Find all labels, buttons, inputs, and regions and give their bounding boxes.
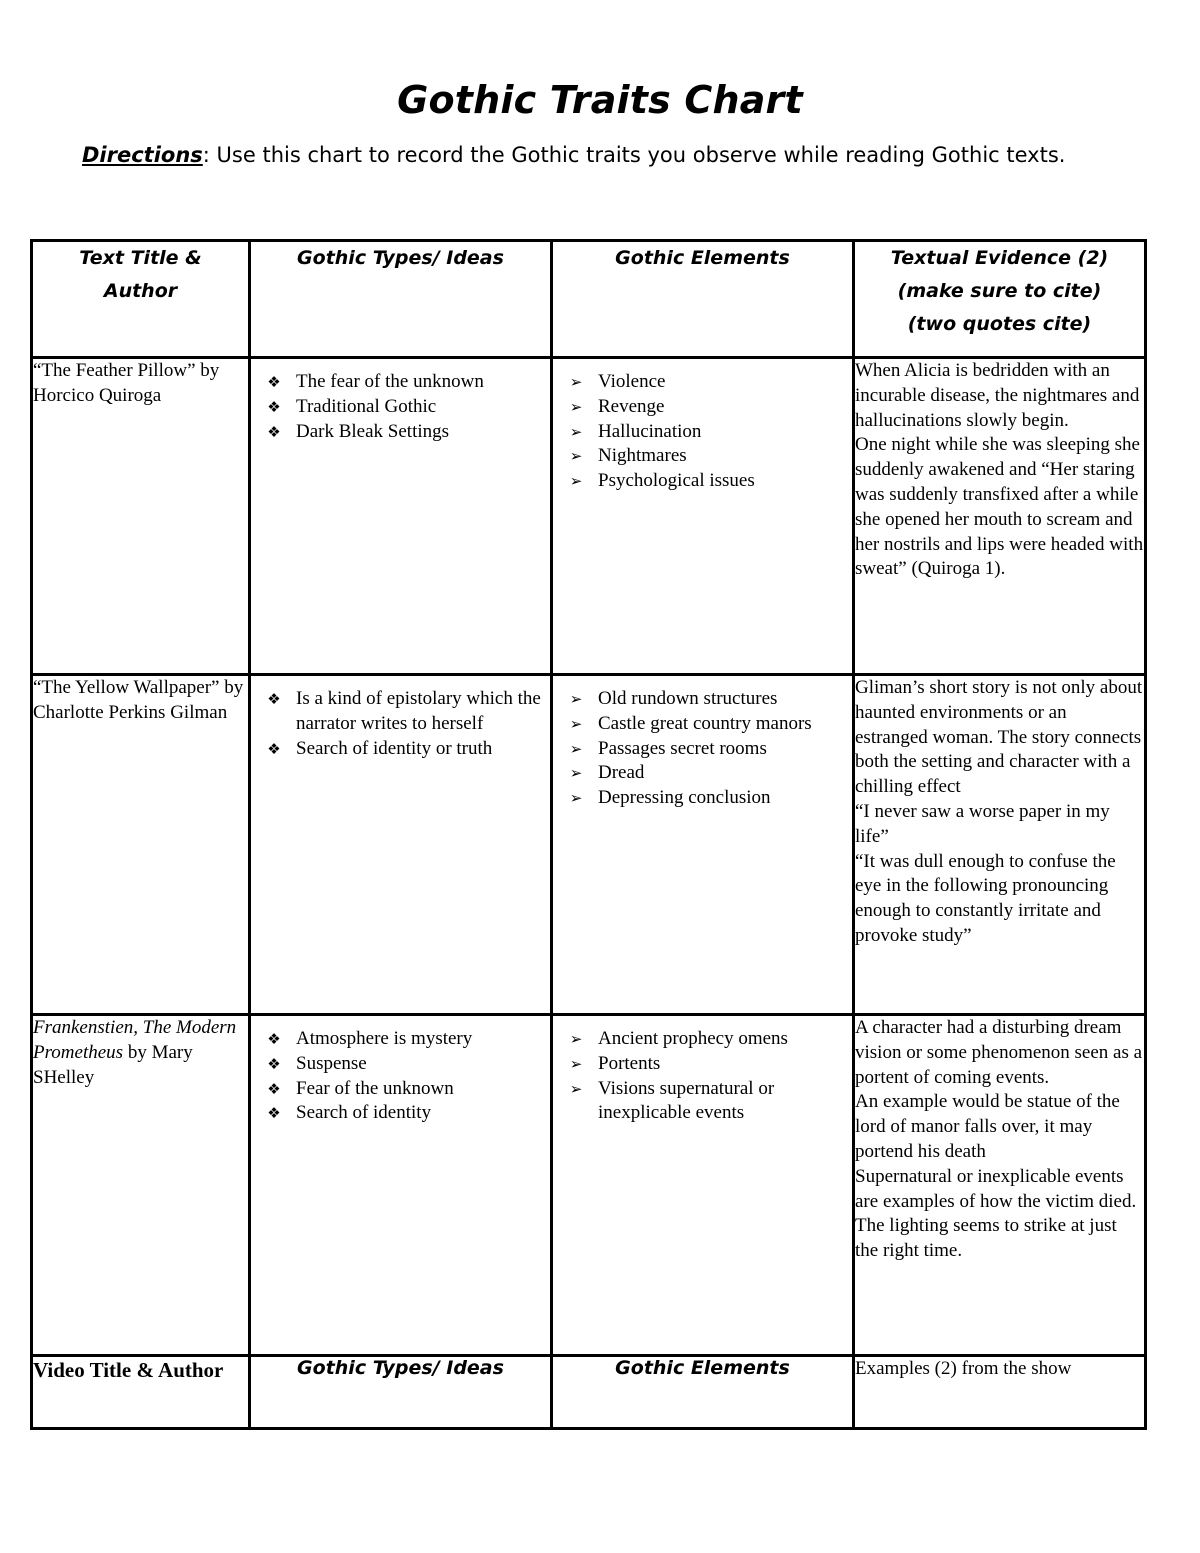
gothic-traits-table [30,239,1147,1430]
evidence-paragraph: Supernatural or inexplicable events are examples of how the victim died. The lighting seems to strike at just the right time. [855,1165,1137,1262]
list-item-text: Atmosphere is mystery [296,1028,473,1049]
arrow-bullet-icon: ➢ [569,422,583,441]
table-row [32,1015,1146,1356]
arrow-bullet-icon: ➢ [569,690,583,708]
list-item-text: Is a kind of epistolary which the narrator writes to herself [296,688,541,734]
arrow-bullet-icon: ➢ [569,1079,583,1098]
list-item [267,420,542,445]
diamond-bullet-icon: ❖ [267,1104,281,1123]
list-item-text: Violence [598,371,666,392]
list-item-text: Depressing conclusion [598,787,771,809]
header-line: (two quotes cite) [907,313,1092,335]
list-item [569,761,844,786]
video-row [32,1356,1146,1429]
gothic-types-list [251,359,550,444]
header-line: (make sure to cite) [897,280,1102,302]
list-item-text: Ancient prophecy omens [598,1028,788,1049]
gothic-elements-list [553,359,852,494]
directions [82,143,1072,168]
gothic-elements-cell [552,675,854,1015]
list-item [267,1101,542,1126]
evidence-paragraph: “I never saw a worse paper in my life” [855,800,1110,847]
textual-evidence-cell [854,358,1146,675]
evidence-paragraph: An example would be statue of the lord of manor falls over, it may portend his death [855,1091,1120,1162]
diamond-bullet-icon: ❖ [267,1054,281,1073]
header-text-title-author [32,241,250,358]
list-item [569,786,844,811]
gothic-types-list [251,1016,550,1126]
evidence-paragraph: When Alicia is bedridden with an incurable disease, the nightmares and hallucinations slowly begin. [855,360,1140,431]
list-item-text: Psychological issues [598,470,755,492]
list-item [569,1077,844,1127]
list-item-text: Search of identity or truth [296,737,493,759]
table-row [32,358,1146,675]
diamond-bullet-icon: ❖ [267,739,281,758]
list-item [267,1052,542,1077]
diamond-bullet-icon: ❖ [267,1079,281,1098]
list-item [569,1052,844,1077]
arrow-bullet-icon: ➢ [569,714,583,733]
title-author: by Mary SHelley [33,1041,193,1088]
list-item [267,395,542,420]
diamond-bullet-icon: ❖ [267,422,281,441]
text-title-cell: “The Feather Pillow” by Horcico Quiroga [32,358,250,675]
video-gothic-types-cell: Gothic Types/ Ideas [250,1356,552,1429]
evidence-paragraph: A character had a disturbing dream vision or some phenomenon seen as a portent of coming events. [855,1017,1143,1088]
header-gothic-types: Gothic Types/ Ideas [250,241,552,358]
list-item [267,370,542,395]
diamond-bullet-icon: ❖ [267,690,281,708]
list-item [569,370,844,395]
list-item [569,1027,844,1052]
directions-text: : Use this chart to record the Gothic traits you observe while reading Gothic texts. [202,143,1066,167]
evidence-paragraph: One night while she was sleeping she suddenly awakened and “Her staring was suddenly transfixed after a while she opened her mouth to scream and her nostrils and lips were headed with sweat” (Quiroga 1). [855,434,1144,580]
video-examples-cell: Examples (2) from the show [854,1356,1146,1429]
table-row [32,675,1146,1015]
list-item-text: Fear of the unknown [296,1077,454,1099]
header-textual-evidence [854,241,1146,358]
arrow-bullet-icon: ➢ [569,764,583,783]
textual-evidence-cell [854,675,1146,1015]
gothic-elements-list [553,1016,852,1126]
list-item [569,395,844,420]
list-item-text: Suspense [296,1052,367,1074]
video-title-cell: Video Title & Author [32,1356,250,1429]
gothic-elements-cell [552,358,854,675]
diamond-bullet-icon: ❖ [267,1030,281,1048]
arrow-bullet-icon: ➢ [569,472,583,491]
list-item-text: Revenge [598,395,665,417]
list-item-text: Castle great country manors [598,712,812,734]
gothic-types-cell [250,1015,552,1356]
list-item-text: Old rundown structures [598,688,778,709]
arrow-bullet-icon: ➢ [569,447,583,466]
arrow-bullet-icon: ➢ [569,397,583,416]
list-item [569,737,844,762]
header-line: Textual Evidence (2) [890,247,1109,269]
header-row [32,241,1146,358]
list-item-text: Traditional Gothic [296,395,437,417]
directions-label: Directions [82,143,203,167]
list-item [267,737,542,762]
list-item [569,444,844,469]
list-item [267,687,542,737]
list-item-text: Hallucination [598,420,702,442]
list-item-text: Passages secret rooms [598,737,767,759]
arrow-bullet-icon: ➢ [569,1030,583,1048]
list-item-text: Dark Bleak Settings [296,420,450,442]
title-italic: Frankenstien, The Modern Prometheus [33,1017,237,1063]
text-title-cell: “The Yellow Wallpaper” by Charlotte Perkins Gilman [32,675,250,1015]
list-item-text: Search of identity [296,1102,432,1124]
list-item [267,1077,542,1102]
evidence-paragraph: “It was dull enough to confuse the eye in the following pronouncing enough to constantly irritate and provoke study” [855,850,1116,946]
header-line: Author [103,280,178,302]
arrow-bullet-icon: ➢ [569,1054,583,1073]
text-title-cell [32,1015,250,1356]
header-gothic-elements: Gothic Elements [552,241,854,358]
diamond-bullet-icon: ❖ [267,373,281,391]
arrow-bullet-icon: ➢ [569,373,583,391]
arrow-bullet-icon: ➢ [569,789,583,808]
evidence-paragraph: Gliman’s short story is not only about haunted environments or an estranged woman. The story connects both the setting and character with a chilling effect [855,677,1143,798]
gothic-elements-list [553,676,852,811]
list-item [569,712,844,737]
textual-evidence-cell [854,1015,1146,1356]
gothic-types-cell [250,675,552,1015]
page-title: Gothic Traits Chart [397,78,803,122]
list-item-text: Dread [598,762,645,784]
diamond-bullet-icon: ❖ [267,397,281,416]
list-item [569,420,844,445]
list-item [569,469,844,494]
list-item-text: The fear of the unknown [296,371,484,392]
video-gothic-elements-cell: Gothic Elements [552,1356,854,1429]
list-item [267,1027,542,1052]
header-line: Text Title & [79,247,202,269]
list-item-text: Nightmares [598,445,687,467]
gothic-elements-cell [552,1015,854,1356]
gothic-types-list [251,676,550,761]
list-item [569,687,844,712]
list-item-text: Visions supernatural or inexplicable events [598,1077,775,1124]
arrow-bullet-icon: ➢ [569,739,583,758]
gothic-types-cell [250,358,552,675]
list-item-text: Portents [598,1052,661,1074]
